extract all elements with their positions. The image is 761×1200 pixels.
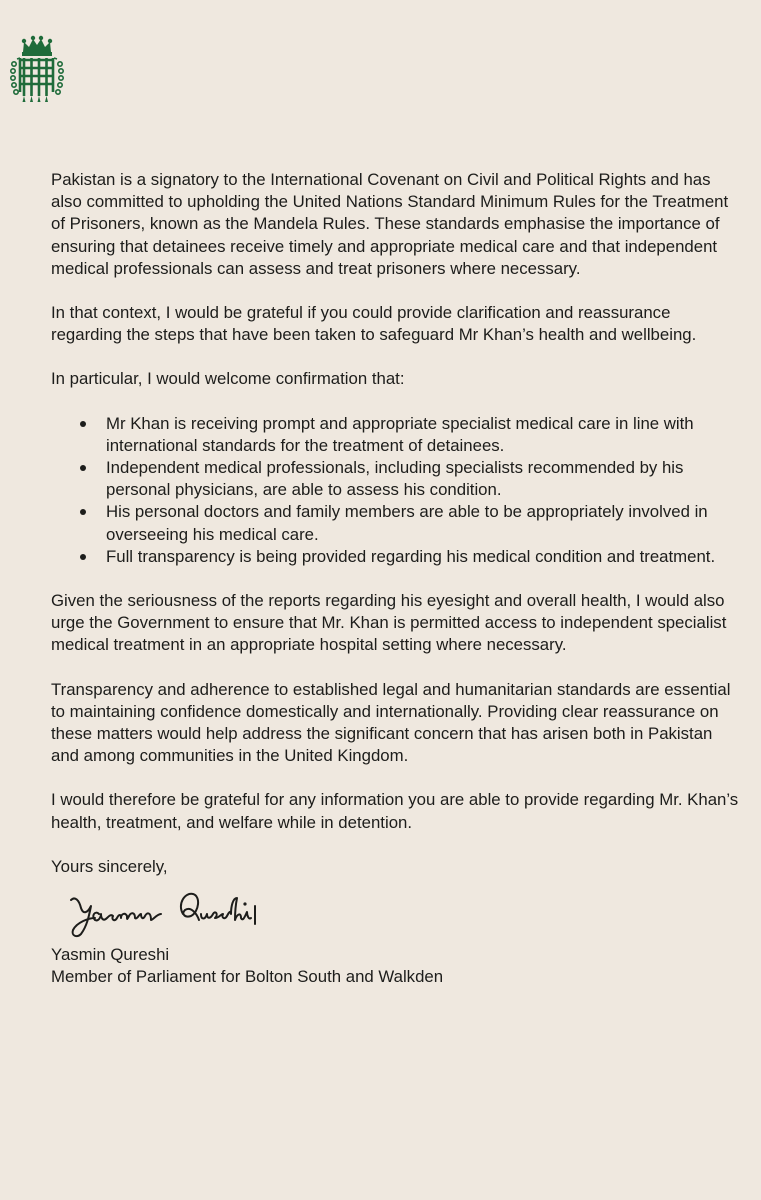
paragraph-context: In that context, I would be grateful if you could provide clarification and reassurance regarding the steps that have been taken to safeguard Mr Khan’s health and wellbeing.: [51, 303, 697, 345]
confirmation-list: [51, 413, 741, 568]
handwritten-signature: [65, 884, 285, 940]
paragraph-request-information: I would therefore be grateful for any information you are able to provide regarding Mr. Khan’s health, treatment, and welfare while in detention.: [51, 790, 739, 832]
signer-title: Member of Parliament for Bolton South and Walkden: [51, 967, 444, 987]
paragraph-confirmation-intro: In particular, I would welcome confirmation that:: [51, 369, 405, 389]
list-item: Mr Khan is receiving prompt and appropriate specialist medical care in line with international standards for the treatment of detainees.: [51, 413, 741, 457]
closing-salutation: Yours sincerely,: [51, 856, 168, 876]
letter-body: [51, 169, 741, 988]
paragraph-transparency: Transparency and adherence to established legal and humanitarian standards are essential to maintaining confidence domestically and internationally. Providing clear reassurance on these matters would help address the significant concern that has arisen both in Pakistan and among communities in the United Kingdom.: [51, 679, 731, 766]
list-item: Full transparency is being provided regarding his medical condition and treatment.: [51, 546, 741, 568]
paragraph-urge-government: Given the seriousness of the reports regarding his eyesight and overall health, I would also urge the Government to ensure that Mr. Khan is permitted access to independent specialist medical treatment in an appropriate hospital setting where necessary.: [51, 591, 727, 655]
list-item: His personal doctors and family members are able to be appropriately involved in overseeing his medical care.: [51, 501, 741, 545]
paragraph-covenant: Pakistan is a signatory to the International Covenant on Civil and Political Rights and has also committed to upholding the United Nations Standard Minimum Rules for the Treatment of Prisoners, known as the Mandela Rules. These standards emphasise the importance of ensuring that detainees receive timely and appropriate medical care and that independent medical professionals can assess and treat prisoners where necessary.: [51, 170, 729, 278]
portcullis-logo-icon: [8, 34, 66, 106]
signer-name: Yasmin Qureshi: [51, 945, 170, 965]
list-item: Independent medical professionals, including specialists recommended by his personal physicians, are able to assess his condition.: [51, 457, 741, 501]
